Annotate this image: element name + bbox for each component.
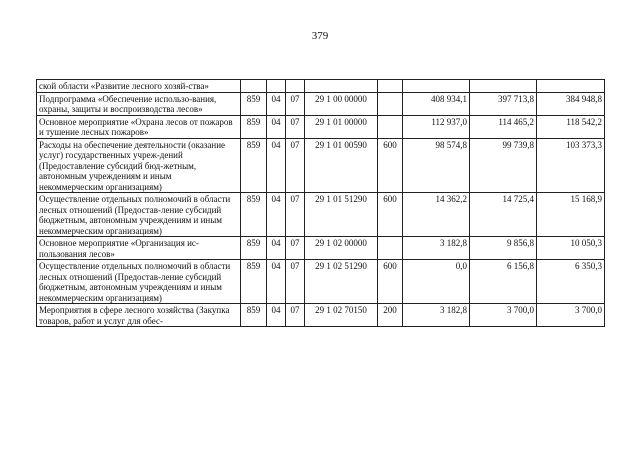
section-code-cell: 04 xyxy=(267,260,286,304)
expense-type-cell xyxy=(378,92,403,115)
ministry-code-cell: 859 xyxy=(241,115,267,138)
table-row xyxy=(37,92,605,115)
budget-table xyxy=(36,79,605,327)
amount-year2-cell: 14 725,4 xyxy=(470,193,537,237)
target-article-cell: 29 1 01 51290 xyxy=(305,193,378,237)
ministry-code-cell: 859 xyxy=(241,304,267,327)
expense-type-cell xyxy=(378,80,403,93)
ministry-code-cell: 859 xyxy=(241,92,267,115)
amount-year1-cell: 408 934,1 xyxy=(403,92,470,115)
row-name-cell: Мероприятия в сфере лесного хозяйства (Закупка товаров, работ и услуг для обес- xyxy=(37,304,241,327)
row-name-cell: Основное мероприятие «Охрана лесов от пожаров и тушение лесных пожаров» xyxy=(37,115,241,138)
target-article-cell: 29 1 01 00590 xyxy=(305,138,378,193)
amount-year1-cell: 112 937,0 xyxy=(403,115,470,138)
target-article-cell: 29 1 01 00000 xyxy=(305,115,378,138)
target-article-cell: 29 1 02 00000 xyxy=(305,237,378,260)
row-name-cell: Основное мероприятие «Организация ис-пользования лесов» xyxy=(37,237,241,260)
subsection-code-cell xyxy=(286,80,305,93)
row-name-cell: ской области «Развитие лесного хозяй-ства» xyxy=(37,80,241,93)
amount-year1-cell: 0,0 xyxy=(403,260,470,304)
amount-year1-cell: 14 362,2 xyxy=(403,193,470,237)
amount-year1-cell: 3 182,8 xyxy=(403,304,470,327)
row-name-cell: Осуществление отдельных полномочий в области лесных отношений (Предостав-ление субсидий бюджетным, автономным учреждениям и иным некоммерческим организациям) xyxy=(37,193,241,237)
row-name-cell: Осуществление отдельных полномочий в области лесных отношений (Предостав-ление субсидий бюджетным, автономным учреждениям и иным некоммерческим организациям) xyxy=(37,260,241,304)
ministry-code-cell: 859 xyxy=(241,237,267,260)
amount-year3-cell xyxy=(537,80,605,93)
row-name-cell: Расходы на обеспечение деятельности (оказание услуг) государственных учреж-дений (Предоставление субсидий бюд-жетным, автономным учреждениям и иным некоммерческим организациям) xyxy=(37,138,241,193)
subsection-code-cell: 07 xyxy=(286,304,305,327)
amount-year2-cell: 99 739,8 xyxy=(470,138,537,193)
subsection-code-cell: 07 xyxy=(286,138,305,193)
expense-type-cell: 600 xyxy=(378,260,403,304)
amount-year2-cell: 6 156,8 xyxy=(470,260,537,304)
section-code-cell: 04 xyxy=(267,138,286,193)
subsection-code-cell: 07 xyxy=(286,92,305,115)
subsection-code-cell: 07 xyxy=(286,237,305,260)
subsection-code-cell: 07 xyxy=(286,193,305,237)
amount-year1-cell: 3 182,8 xyxy=(403,237,470,260)
amount-year2-cell xyxy=(470,80,537,93)
expense-type-cell: 600 xyxy=(378,138,403,193)
page-number: 379 xyxy=(311,30,329,42)
amount-year1-cell: 98 574,8 xyxy=(403,138,470,193)
table-row xyxy=(37,80,605,93)
amount-year3-cell: 15 168,9 xyxy=(537,193,605,237)
table-row xyxy=(37,193,605,237)
subsection-code-cell: 07 xyxy=(286,115,305,138)
table-row xyxy=(37,260,605,304)
amount-year3-cell: 6 350,3 xyxy=(537,260,605,304)
amount-year2-cell: 397 713,8 xyxy=(470,92,537,115)
section-code-cell xyxy=(267,80,286,93)
subsection-code-cell: 07 xyxy=(286,260,305,304)
section-code-cell: 04 xyxy=(267,237,286,260)
amount-year2-cell: 9 856,8 xyxy=(470,237,537,260)
amount-year3-cell: 384 948,8 xyxy=(537,92,605,115)
section-code-cell: 04 xyxy=(267,115,286,138)
target-article-cell: 29 1 00 00000 xyxy=(305,92,378,115)
amount-year2-cell: 114 465,2 xyxy=(470,115,537,138)
ministry-code-cell xyxy=(241,80,267,93)
expense-type-cell xyxy=(378,115,403,138)
amount-year2-cell: 3 700,0 xyxy=(470,304,537,327)
amount-year3-cell: 3 700,0 xyxy=(537,304,605,327)
expense-type-cell xyxy=(378,237,403,260)
ministry-code-cell: 859 xyxy=(241,260,267,304)
table-row xyxy=(37,304,605,327)
table-row xyxy=(37,138,605,193)
section-code-cell: 04 xyxy=(267,304,286,327)
expense-type-cell: 600 xyxy=(378,193,403,237)
ministry-code-cell: 859 xyxy=(241,193,267,237)
target-article-cell: 29 1 02 70150 xyxy=(305,304,378,327)
row-name-cell: Подпрограмма «Обеспечение использо-вания, охраны, защиты и воспроизводства лесов» xyxy=(37,92,241,115)
table-row xyxy=(37,237,605,260)
table-row xyxy=(37,115,605,138)
amount-year3-cell: 103 373,3 xyxy=(537,138,605,193)
amount-year1-cell xyxy=(403,80,470,93)
ministry-code-cell: 859 xyxy=(241,138,267,193)
amount-year3-cell: 118 542,2 xyxy=(537,115,605,138)
section-code-cell: 04 xyxy=(267,92,286,115)
amount-year3-cell: 10 050,3 xyxy=(537,237,605,260)
section-code-cell: 04 xyxy=(267,193,286,237)
target-article-cell xyxy=(305,80,378,93)
expense-type-cell: 200 xyxy=(378,304,403,327)
target-article-cell: 29 1 02 51290 xyxy=(305,260,378,304)
